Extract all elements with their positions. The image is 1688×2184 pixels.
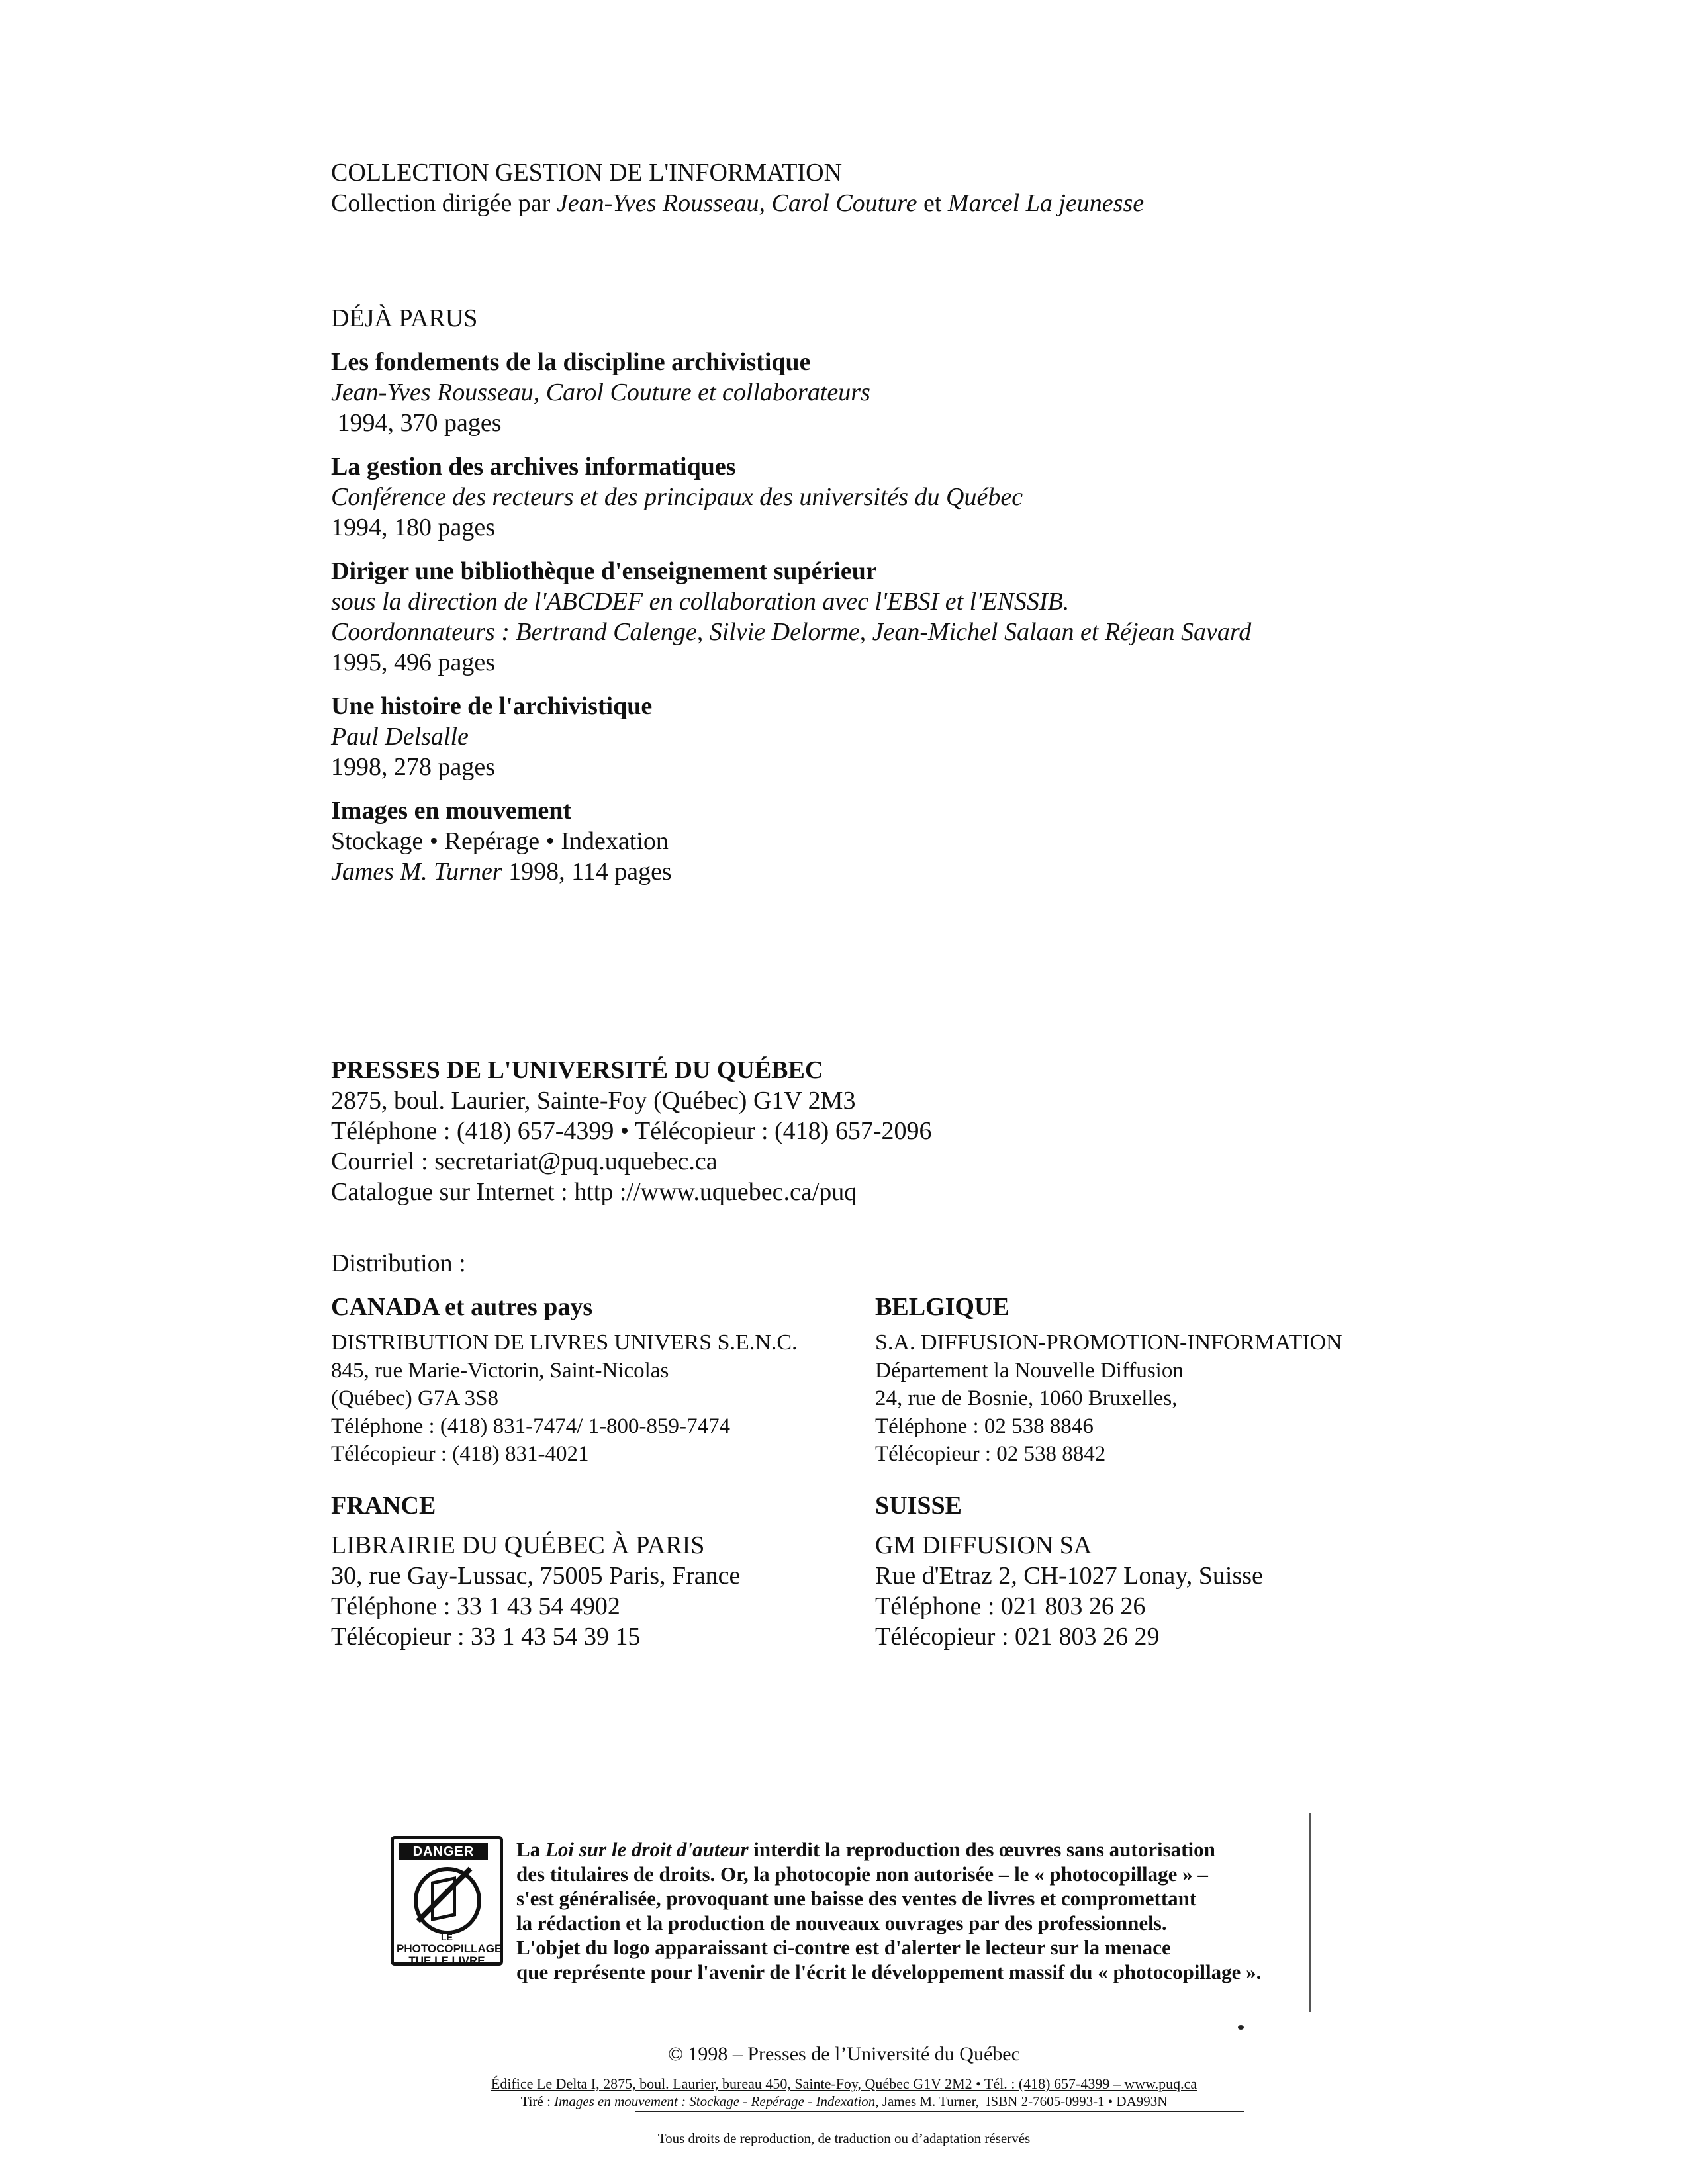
- book-author: Paul Delsalle: [331, 723, 469, 751]
- notice-line: [516, 1837, 1261, 1862]
- distribution-suisse: [875, 1490, 1263, 1652]
- danger-photocopillage-logo: [391, 1836, 503, 1966]
- logo-danger-label: DANGER: [399, 1843, 488, 1860]
- canada-line: Téléphone : (418) 831-7474/ 1-800-859-7474: [331, 1414, 731, 1438]
- publisher-name: PRESSES DE L'UNIVERSITÉ DU QUÉBEC: [331, 1056, 823, 1084]
- book-details: 1995, 496 pages: [331, 649, 496, 676]
- distribution-france: [331, 1490, 740, 1652]
- notice-law-name: Loi sur le droit d'auteur: [545, 1838, 749, 1861]
- footer-copyright: © 1998 – Presses de l’Université du Québec: [668, 2043, 1020, 2065]
- logo-text-photocopillage: PHOTOCOPILLAGE: [397, 1942, 502, 1955]
- tire-title: Images en mouvement : Stockage - Repérage - Indexation: [554, 2093, 876, 2109]
- notice-text: [516, 1837, 1261, 1984]
- france-line: Télécopieur : 33 1 43 54 39 15: [331, 1623, 641, 1651]
- publisher-block: [331, 1055, 931, 1207]
- book-title: Images en mouvement: [331, 797, 572, 825]
- book-title: Diriger une bibliothèque d'enseignement supérieur: [331, 557, 877, 585]
- notice-line1-b: interdit la reproduction des œuvres sans autorisation: [748, 1838, 1215, 1861]
- france-heading: FRANCE: [331, 1492, 436, 1520]
- footer-edifice: Édifice Le Delta I, 2875, boul. Laurier, bureau 450, Sainte-Foy, Québec G1V 2M2 • Tél. : (418) 657-4399 – www.puq.ca: [491, 2075, 1197, 2092]
- book-title: La gestion des archives informatiques: [331, 453, 736, 480]
- vertical-rule: [1309, 1813, 1311, 2012]
- distribution-canada: [331, 1292, 798, 1468]
- book-author: Conférence des recteurs et des principaux des universités du Québec: [331, 483, 1023, 511]
- book-item: [331, 451, 1251, 543]
- book-details: 1998, 114 pages: [502, 858, 672, 886]
- book-details: 1994, 180 pages: [331, 514, 496, 541]
- photocopillage-notice: [391, 1820, 1331, 2019]
- suisse-heading: SUISSE: [875, 1492, 962, 1520]
- notice-line: s'est généralisée, provoquant une baisse des ventes de livres et compromettant: [516, 1887, 1197, 1910]
- canada-line: (Québec) G7A 3S8: [331, 1387, 498, 1410]
- footer-rights: Tous droits de reproduction, de traduction ou d’adaptation réservés: [657, 2130, 1031, 2146]
- collection-title: COLLECTION GESTION DE L'INFORMATION: [331, 159, 843, 187]
- suisse-line: GM DIFFUSION SA: [875, 1531, 1092, 1559]
- notice-line1-a: La: [516, 1838, 545, 1861]
- book-author: Jean-Yves Rousseau, Carol Couture et collaborateurs: [331, 379, 870, 406]
- directors-names-2: Marcel La jeunesse: [947, 189, 1145, 217]
- belgique-line: Télécopieur : 02 538 8842: [875, 1442, 1106, 1466]
- publisher-phone: Téléphone : (418) 657-4399 • Télécopieur : (418) 657-2096: [331, 1117, 932, 1145]
- book-details: 1994, 370 pages: [331, 409, 502, 437]
- notice-line: L'objet du logo apparaissant ci-contre est d'alerter le lecteur sur la menace: [516, 1936, 1171, 1959]
- directors-names-1: Jean-Yves Rousseau, Carol Couture: [556, 189, 917, 217]
- notice-line: des titulaires de droits. Or, la photocopie non autorisée – le « photocopillage » –: [516, 1862, 1208, 1886]
- book-item: [331, 347, 1251, 438]
- book-title: Les fondements de la discipline archivistique: [331, 348, 811, 376]
- logo-text-le: LE: [441, 1932, 453, 1942]
- book-author: sous la direction de l'ABCDEF en collaboration avec l'EBSI et l'ENSSIB.: [331, 588, 1070, 615]
- france-line: Téléphone : 33 1 43 54 4902: [331, 1592, 620, 1620]
- distribution-label: Distribution :: [331, 1250, 466, 1277]
- canada-line: 845, rue Marie-Victorin, Saint-Nicolas: [331, 1359, 669, 1383]
- notice-line: la rédaction et la production de nouveaux ouvrages par des professionnels.: [516, 1911, 1167, 1934]
- footer-underline-rule: [635, 2111, 1244, 2112]
- distribution-belgique: [875, 1292, 1342, 1468]
- book-item: [331, 691, 1251, 782]
- footer-tire: [0, 2093, 1688, 2110]
- publisher-catalogue: Catalogue sur Internet : http ://www.uquebec.ca/puq: [331, 1178, 857, 1206]
- suisse-line: Rue d'Etraz 2, CH-1027 Lonay, Suisse: [875, 1562, 1263, 1590]
- book-title: Une histoire de l'archivistique: [331, 692, 653, 720]
- suisse-line: Télécopieur : 021 803 26 29: [875, 1623, 1160, 1651]
- belgique-line: Département la Nouvelle Diffusion: [875, 1359, 1184, 1383]
- collection-directors: [331, 188, 1144, 218]
- publisher-email: Courriel : secretariat@puq.uquebec.ca: [331, 1148, 718, 1175]
- france-line: LIBRAIRIE DU QUÉBEC À PARIS: [331, 1531, 705, 1559]
- suisse-line: Téléphone : 021 803 26 26: [875, 1592, 1146, 1620]
- canada-line: Télécopieur : (418) 831-4021: [331, 1442, 589, 1466]
- france-line: 30, rue Gay-Lussac, 75005 Paris, France: [331, 1562, 741, 1590]
- publisher-address: 2875, boul. Laurier, Sainte-Foy (Québec) G1V 2M3: [331, 1087, 856, 1115]
- directors-and: et: [917, 189, 948, 217]
- canada-line: DISTRIBUTION DE LIVRES UNIVERS S.E.N.C.: [331, 1330, 798, 1355]
- book-item: [331, 556, 1251, 678]
- book-subtitle: Stockage • Repérage • Indexation: [331, 827, 669, 855]
- belgique-line: Téléphone : 02 538 8846: [875, 1414, 1094, 1438]
- book-coordinators: Coordonnateurs : Bertrand Calenge, Silvie Delorme, Jean-Michel Salaan et Réjean Savard: [331, 618, 1252, 646]
- notice-line: que représente pour l'avenir de l'écrit le développement massif du « photocopillage ».: [516, 1960, 1262, 1983]
- tire-rest: , James M. Turner, ISBN 2-7605-0993-1 • DA993N: [875, 2093, 1168, 2109]
- logo-text-tue-le-livre: TUE LE LIVRE: [408, 1954, 485, 1967]
- decorative-dot: [1238, 2025, 1244, 2030]
- belgique-heading: BELGIQUE: [875, 1293, 1009, 1321]
- book-list: [331, 347, 1251, 900]
- belgique-line: 24, rue de Bosnie, 1060 Bruxelles,: [875, 1387, 1178, 1410]
- book-author: James M. Turner: [331, 858, 502, 886]
- tire-prefix: Tiré :: [520, 2093, 555, 2109]
- canada-heading: CANADA et autres pays: [331, 1293, 593, 1321]
- belgique-line: S.A. DIFFUSION-PROMOTION-INFORMATION: [875, 1330, 1342, 1355]
- book-item: [331, 796, 1251, 887]
- directed-prefix: Collection dirigée par: [331, 189, 557, 217]
- deja-parus-heading: DÉJÀ PARUS: [331, 304, 478, 332]
- book-author-details: [331, 856, 1251, 887]
- book-details: 1998, 278 pages: [331, 753, 496, 781]
